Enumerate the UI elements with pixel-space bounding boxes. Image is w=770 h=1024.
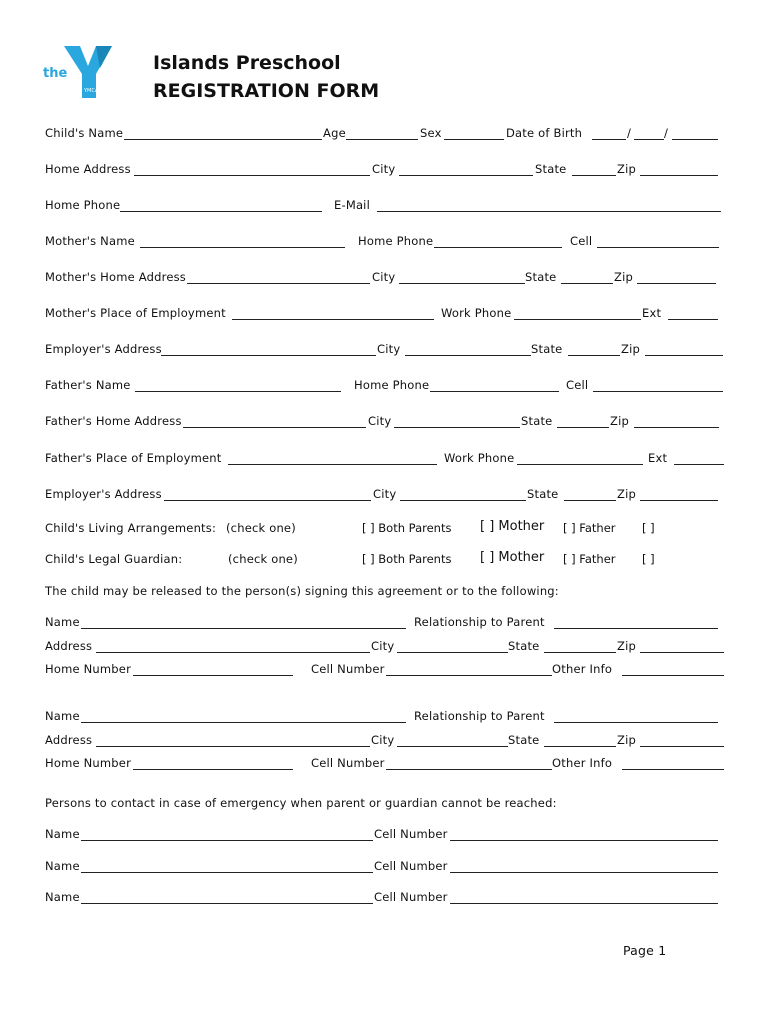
other-info-field[interactable] xyxy=(622,675,724,676)
state-field[interactable] xyxy=(564,500,616,501)
work-phone-label: Work Phone xyxy=(444,451,515,465)
release-name-label: Name xyxy=(45,709,80,723)
fathers-name-label: Father's Name xyxy=(45,378,131,392)
guardian-mother-checkbox[interactable]: [ ] Mother xyxy=(480,550,545,565)
work-phone-field[interactable] xyxy=(514,319,641,320)
home-number-field[interactable] xyxy=(133,769,293,770)
emergency-name-field[interactable] xyxy=(81,840,373,841)
state-field[interactable] xyxy=(544,746,616,747)
city-label: City xyxy=(373,487,397,501)
mothers-name-field[interactable] xyxy=(140,247,345,248)
emergency-cell-label: Cell Number xyxy=(374,827,448,841)
father-cell-label: Cell xyxy=(566,378,589,392)
city-label: City xyxy=(368,414,392,428)
other-info-label: Other Info xyxy=(552,756,613,770)
emergency-name-label: Name xyxy=(45,859,80,873)
emergency-cell-field[interactable] xyxy=(450,872,718,873)
childs-name-label: Child's Name xyxy=(45,126,124,140)
emergency-cell-label: Cell Number xyxy=(374,859,448,873)
state-label: State xyxy=(535,162,567,176)
city-field[interactable] xyxy=(405,355,531,356)
relationship-label: Relationship to Parent xyxy=(414,709,545,723)
mother-cell-field[interactable] xyxy=(597,247,719,248)
emergency-name-label: Name xyxy=(45,827,80,841)
work-phone-field[interactable] xyxy=(517,464,643,465)
emergency-cell-field[interactable] xyxy=(450,903,718,904)
school-title: Islands Preschool xyxy=(153,52,341,74)
state-label: State xyxy=(521,414,553,428)
release-address-field[interactable] xyxy=(96,652,370,653)
city-field[interactable] xyxy=(394,427,520,428)
zip-label: Zip xyxy=(617,639,636,653)
logo-small-text: YMCA xyxy=(84,88,99,94)
zip-field[interactable] xyxy=(634,427,719,428)
state-label: State xyxy=(525,270,557,284)
city-field[interactable] xyxy=(399,283,525,284)
employers-address-label: Employer's Address xyxy=(45,342,162,356)
emergency-name-label: Name xyxy=(45,890,80,904)
childs-name-field[interactable] xyxy=(124,139,322,140)
emergency-cell-label: Cell Number xyxy=(374,890,448,904)
other-info-field[interactable] xyxy=(622,769,724,770)
email-field[interactable] xyxy=(377,211,721,212)
home-phone-label: Home Phone xyxy=(45,198,121,212)
state-field[interactable] xyxy=(568,355,620,356)
logo-text: the xyxy=(43,66,68,81)
guardian-both-parents-checkbox[interactable]: [ ] Both Parents xyxy=(362,552,452,566)
father-home-phone-label: Home Phone xyxy=(354,378,430,392)
emergency-statement: Persons to contact in case of emergency when parent or guardian cannot be reached: xyxy=(45,796,557,810)
city-field[interactable] xyxy=(399,175,533,176)
state-field[interactable] xyxy=(544,652,616,653)
cell-number-label: Cell Number xyxy=(311,662,385,676)
dob-label: Date of Birth xyxy=(506,126,583,140)
city-field[interactable] xyxy=(400,500,526,501)
zip-label: Zip xyxy=(621,342,640,356)
relationship-field[interactable] xyxy=(554,722,718,723)
ymca-logo xyxy=(40,44,116,102)
state-label: State xyxy=(508,639,540,653)
ext-field[interactable] xyxy=(674,464,724,465)
release-address-label: Address xyxy=(45,639,93,653)
mothers-employment-field[interactable] xyxy=(232,319,434,320)
fathers-home-address-label: Father's Home Address xyxy=(45,414,182,428)
other-info-label: Other Info xyxy=(552,662,613,676)
ext-label: Ext xyxy=(642,306,662,320)
home-number-label: Home Number xyxy=(45,662,132,676)
sex-label: Sex xyxy=(420,126,442,140)
mothers-employment-label: Mother's Place of Employment xyxy=(45,306,226,320)
legal-guardian-label: Child's Legal Guardian: xyxy=(45,552,183,566)
dob-year-field[interactable] xyxy=(672,139,718,140)
state-label: State xyxy=(527,487,559,501)
relationship-field[interactable] xyxy=(554,628,718,629)
zip-field[interactable] xyxy=(640,746,724,747)
zip-field[interactable] xyxy=(645,355,723,356)
page-number: Page 1 xyxy=(623,943,667,958)
home-number-label: Home Number xyxy=(45,756,132,770)
work-phone-label: Work Phone xyxy=(441,306,512,320)
home-address-field[interactable] xyxy=(134,175,370,176)
release-address-label: Address xyxy=(45,733,93,747)
state-field[interactable] xyxy=(572,175,616,176)
employers-address-field[interactable] xyxy=(161,355,376,356)
dob-slash: / xyxy=(664,126,669,140)
state-label: State xyxy=(531,342,563,356)
relationship-label: Relationship to Parent xyxy=(414,615,545,629)
ext-field[interactable] xyxy=(668,319,718,320)
fathers-home-address-field[interactable] xyxy=(183,427,366,428)
zip-label: Zip xyxy=(617,733,636,747)
living-other-checkbox[interactable]: [ ] xyxy=(642,521,655,535)
sex-field[interactable] xyxy=(444,139,504,140)
release-name-field[interactable] xyxy=(81,628,406,629)
release-statement: The child may be released to the person(s) signing this agreement or to the following: xyxy=(45,584,559,598)
mothers-home-address-label: Mother's Home Address xyxy=(45,270,186,284)
release-address-field[interactable] xyxy=(96,746,370,747)
check-one-hint: (check one) xyxy=(226,521,296,535)
fathers-employment-label: Father's Place of Employment xyxy=(45,451,222,465)
zip-label: Zip xyxy=(610,414,629,428)
state-label: State xyxy=(508,733,540,747)
city-label: City xyxy=(372,162,396,176)
city-label: City xyxy=(377,342,401,356)
home-number-field[interactable] xyxy=(133,675,293,676)
mothers-home-address-field[interactable] xyxy=(187,283,370,284)
mother-home-phone-label: Home Phone xyxy=(358,234,434,248)
living-mother-checkbox[interactable]: [ ] Mother xyxy=(480,519,545,534)
city-label: City xyxy=(371,733,395,747)
living-both-parents-checkbox[interactable]: [ ] Both Parents xyxy=(362,521,452,535)
release-name-label: Name xyxy=(45,615,80,629)
emergency-name-field[interactable] xyxy=(81,903,373,904)
zip-field[interactable] xyxy=(640,652,724,653)
ext-label: Ext xyxy=(648,451,668,465)
employers-address-field[interactable] xyxy=(164,500,371,501)
mother-cell-label: Cell xyxy=(570,234,593,248)
father-home-phone-field[interactable] xyxy=(430,391,559,392)
home-address-label: Home Address xyxy=(45,162,131,176)
city-field[interactable] xyxy=(397,652,508,653)
zip-field[interactable] xyxy=(637,283,716,284)
living-arrangements-label: Child's Living Arrangements: xyxy=(45,521,217,535)
city-field[interactable] xyxy=(397,746,508,747)
zip-field[interactable] xyxy=(640,175,718,176)
state-field[interactable] xyxy=(561,283,613,284)
city-label: City xyxy=(372,270,396,284)
release-name-field[interactable] xyxy=(81,722,406,723)
zip-field[interactable] xyxy=(640,500,718,501)
state-field[interactable] xyxy=(557,427,609,428)
fathers-employment-field[interactable] xyxy=(228,464,437,465)
dob-month-field[interactable] xyxy=(592,139,626,140)
age-field[interactable] xyxy=(346,139,418,140)
dob-day-field[interactable] xyxy=(634,139,664,140)
fathers-name-field[interactable] xyxy=(135,391,341,392)
mothers-name-label: Mother's Name xyxy=(45,234,135,248)
home-phone-field[interactable] xyxy=(120,211,322,212)
guardian-father-checkbox[interactable]: [ ] Father xyxy=(563,552,616,566)
dob-slash: / xyxy=(627,126,632,140)
age-label: Age xyxy=(323,126,346,140)
emergency-cell-field[interactable] xyxy=(450,840,718,841)
email-label: E-Mail xyxy=(334,198,370,212)
form-title: REGISTRATION FORM xyxy=(153,80,380,102)
zip-label: Zip xyxy=(617,162,636,176)
zip-label: Zip xyxy=(614,270,633,284)
father-cell-field[interactable] xyxy=(593,391,723,392)
cell-number-field[interactable] xyxy=(386,769,552,770)
check-one-hint: (check one) xyxy=(228,552,298,566)
living-father-checkbox[interactable]: [ ] Father xyxy=(563,521,616,535)
city-label: City xyxy=(371,639,395,653)
mother-home-phone-field[interactable] xyxy=(434,247,562,248)
cell-number-field[interactable] xyxy=(386,675,552,676)
guardian-other-checkbox[interactable]: [ ] xyxy=(642,552,655,566)
zip-label: Zip xyxy=(617,487,636,501)
employers-address-label: Employer's Address xyxy=(45,487,162,501)
cell-number-label: Cell Number xyxy=(311,756,385,770)
emergency-name-field[interactable] xyxy=(81,872,373,873)
